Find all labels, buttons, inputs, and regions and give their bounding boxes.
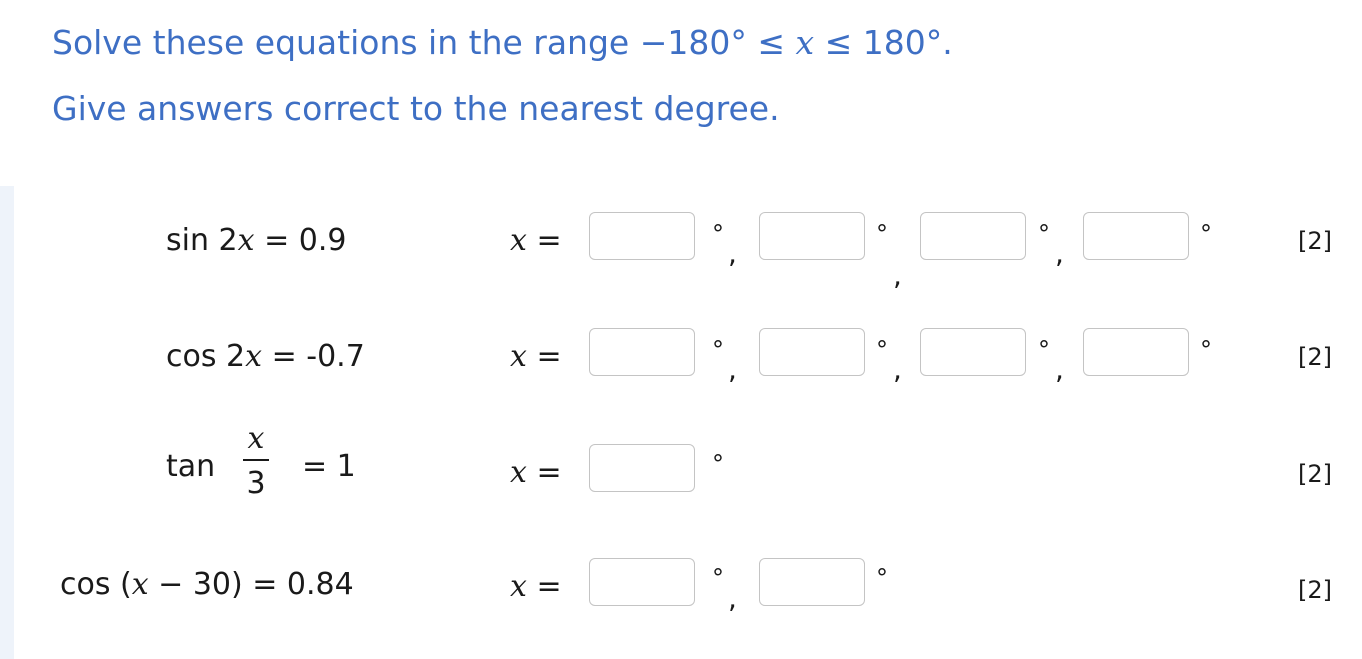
instruction-range-prefix: Solve these equations in the range −180° ≤ <box>52 23 796 62</box>
question-4-answer-2-input[interactable] <box>759 558 865 606</box>
question-2-x-equals <box>510 339 562 374</box>
question-1-equation <box>166 223 347 258</box>
question-4-function: cos ( <box>60 567 132 602</box>
degree-symbol: ° <box>1038 336 1050 364</box>
question-1-answer-1-input[interactable] <box>589 212 695 260</box>
question-2-x-symbol: x <box>510 339 527 374</box>
question-1-equals-sign: = <box>526 223 562 258</box>
question-4-equation <box>60 567 354 602</box>
degree-symbol: ° <box>712 220 724 248</box>
instruction-rounding: Give answers correct to the nearest degree. <box>52 89 780 128</box>
fraction-bar <box>243 459 269 461</box>
degree-symbol: ° <box>876 220 888 248</box>
question-4-variable: x <box>131 567 149 602</box>
question-2-marks: [2] <box>1298 343 1332 371</box>
question-1-rhs: = 0.9 <box>254 223 347 258</box>
question-2-variable: x <box>245 339 263 374</box>
question-1-answer-3-input[interactable] <box>920 212 1026 260</box>
instruction-range <box>52 23 953 62</box>
degree-symbol: ° <box>876 564 888 592</box>
question-2-answer-2-input[interactable] <box>759 328 865 376</box>
question-4-marks: [2] <box>1298 576 1332 604</box>
degree-symbol: ° <box>712 564 724 592</box>
comma-separator: , <box>728 353 737 386</box>
question-4-x-equals <box>510 569 562 604</box>
question-2-answer-3-input[interactable] <box>920 328 1026 376</box>
degree-symbol: ° <box>1200 220 1212 248</box>
question-1-answer-4-input[interactable] <box>1083 212 1189 260</box>
question-3-x-symbol: x <box>510 455 527 490</box>
question-2-answer-1-input[interactable] <box>589 328 695 376</box>
degree-symbol: ° <box>1038 220 1050 248</box>
instruction-range-suffix: ≤ 180°. <box>814 23 953 62</box>
question-1-variable: x <box>237 223 255 258</box>
question-3-function: tan <box>166 449 216 484</box>
question-1-marks: [2] <box>1298 227 1332 255</box>
fraction-numerator: x <box>247 421 265 456</box>
comma-separator: , <box>728 237 737 270</box>
question-1-function: sin 2 <box>166 223 238 258</box>
question-2-answer-4-input[interactable] <box>1083 328 1189 376</box>
question-1-answer-2-input[interactable] <box>759 212 865 260</box>
question-3-fraction <box>243 421 269 501</box>
question-3-rhs: = 1 <box>302 449 356 484</box>
question-4-answer-1-input[interactable] <box>589 558 695 606</box>
question-3-answer-1-input[interactable] <box>589 444 695 492</box>
question-4-x-symbol: x <box>510 569 527 604</box>
question-4-rhs: − 30) = 0.84 <box>148 567 354 602</box>
question-3-marks: [2] <box>1298 460 1332 488</box>
comma-separator: , <box>1055 353 1064 386</box>
comma-separator: , <box>1055 237 1064 270</box>
degree-symbol: ° <box>712 450 724 478</box>
question-3-x-equals <box>510 455 562 490</box>
question-1-x-equals <box>510 223 562 258</box>
question-2-equals-sign: = <box>526 339 562 374</box>
left-panel-strip <box>0 186 14 659</box>
question-2-rhs: = -0.7 <box>262 339 365 374</box>
instruction-range-variable: x <box>795 23 815 62</box>
degree-symbol: ° <box>1200 336 1212 364</box>
comma-separator: , <box>893 353 902 386</box>
degree-symbol: ° <box>712 336 724 364</box>
question-4-equals-sign: = <box>526 569 562 604</box>
degree-symbol: ° <box>876 336 888 364</box>
question-3-equals-sign: = <box>526 455 562 490</box>
question-2-function: cos 2 <box>166 339 246 374</box>
comma-separator: , <box>728 582 737 615</box>
fraction-denominator: 3 <box>246 466 266 501</box>
question-1-x-symbol: x <box>510 223 527 258</box>
question-2-equation <box>166 339 365 374</box>
comma-separator: , <box>893 259 902 292</box>
